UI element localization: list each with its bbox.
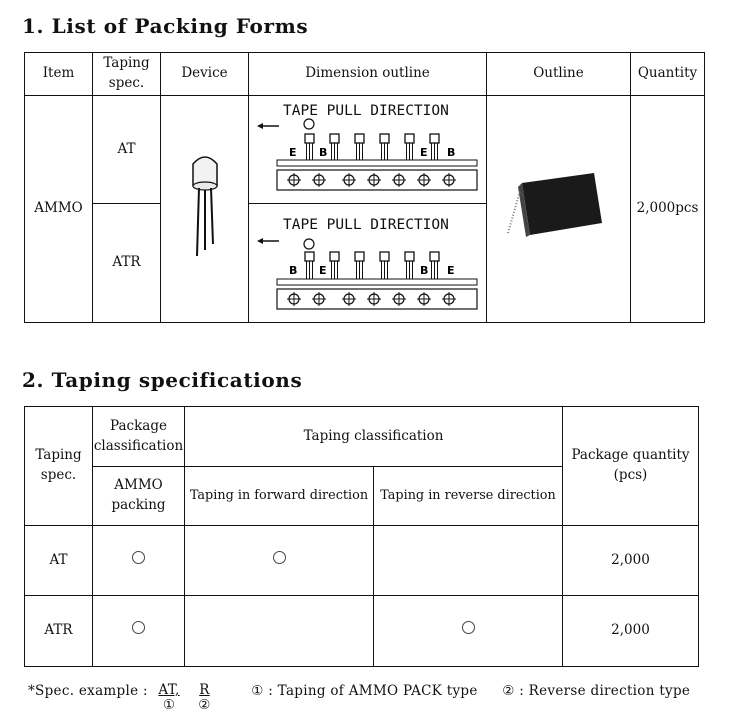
tape-pull-direction-label: TAPE PULL DIRECTION <box>283 103 449 119</box>
dimension-outline-top <box>249 96 487 204</box>
dimension-outline-bottom <box>249 204 487 323</box>
row-at-forward-mark <box>185 526 374 596</box>
section2-title: 2. Taping specifications <box>22 368 303 392</box>
header-taping-spec: Taping spec. <box>93 53 161 96</box>
lead-label-b2: B <box>420 264 429 277</box>
table-header-row <box>25 53 705 96</box>
circle-mark-icon <box>462 621 475 634</box>
ammo-box-image <box>504 161 614 251</box>
lead-label-b: B <box>289 264 298 277</box>
taping-specifications-table <box>24 406 699 667</box>
lead-label-e: E <box>319 264 327 277</box>
table-row <box>25 596 699 667</box>
lead-label-e2: E <box>447 264 455 277</box>
section1-title: 1. List of Packing Forms <box>22 14 309 38</box>
device-cell <box>161 96 249 323</box>
footnote-prefix: *Spec. example : <box>28 683 148 699</box>
spec-example-footnote <box>28 683 690 713</box>
table-header-row <box>25 407 699 467</box>
spec-atr: ATR <box>93 204 161 323</box>
footnote-code-at: AT, <box>158 682 180 698</box>
row-atr-forward-mark <box>185 596 374 667</box>
footnote-desc-1: ① : Taping of AMMO PACK type <box>251 683 478 699</box>
sub-taping-forward: Taping in forward direction <box>185 467 374 526</box>
footnote-mark-1: ① <box>162 697 176 713</box>
outline-cell <box>487 96 631 323</box>
col-package-quantity: Package quantity (pcs) <box>563 407 699 526</box>
table-row <box>25 526 699 596</box>
footnote-mark-2: ② <box>198 697 211 713</box>
footnote-code-r: R <box>199 682 210 698</box>
row-at-reverse-mark <box>374 526 563 596</box>
header-item: Item <box>25 53 93 96</box>
header-dimension-outline: Dimension outline <box>249 53 487 96</box>
row-atr-reverse-mark <box>374 596 563 667</box>
row-spec-atr: ATR <box>25 596 93 667</box>
lead-label-b: B <box>319 146 328 159</box>
circle-mark-icon <box>273 551 286 564</box>
lead-label-e: E <box>289 146 297 159</box>
header-outline: Outline <box>487 53 631 96</box>
tape-diagram-forward <box>249 96 487 203</box>
sub-ammo-packing: AMMO packing <box>93 467 185 526</box>
item-ammo: AMMO <box>25 96 93 323</box>
header-quantity: Quantity <box>631 53 705 96</box>
tape-diagram-reverse <box>249 204 487 322</box>
lead-label-e2: E <box>420 146 428 159</box>
quantity-value: 2,000pcs <box>631 96 705 323</box>
circle-mark-icon <box>132 621 145 634</box>
spec-at: AT <box>93 96 161 204</box>
table-row <box>25 96 705 204</box>
sub-taping-reverse: Taping in reverse direction <box>374 467 563 526</box>
footnote-desc-2: ② : Reverse direction type <box>502 683 691 699</box>
row-atr-ammo-mark <box>93 596 185 667</box>
col-taping-classification: Taping classification <box>185 407 563 467</box>
col-taping-spec: Taping spec. <box>25 407 93 526</box>
row-atr-qty: 2,000 <box>563 596 699 667</box>
row-at-qty: 2,000 <box>563 526 699 596</box>
lead-label-b2: B <box>447 146 456 159</box>
packing-forms-table <box>24 52 705 323</box>
row-at-ammo-mark <box>93 526 185 596</box>
circle-mark-icon <box>132 551 145 564</box>
tape-pull-direction-label: TAPE PULL DIRECTION <box>283 217 449 233</box>
header-device: Device <box>161 53 249 96</box>
transistor-device-icon <box>175 146 235 266</box>
row-spec-at: AT <box>25 526 93 596</box>
col-package-classification: Package classification <box>93 407 185 467</box>
